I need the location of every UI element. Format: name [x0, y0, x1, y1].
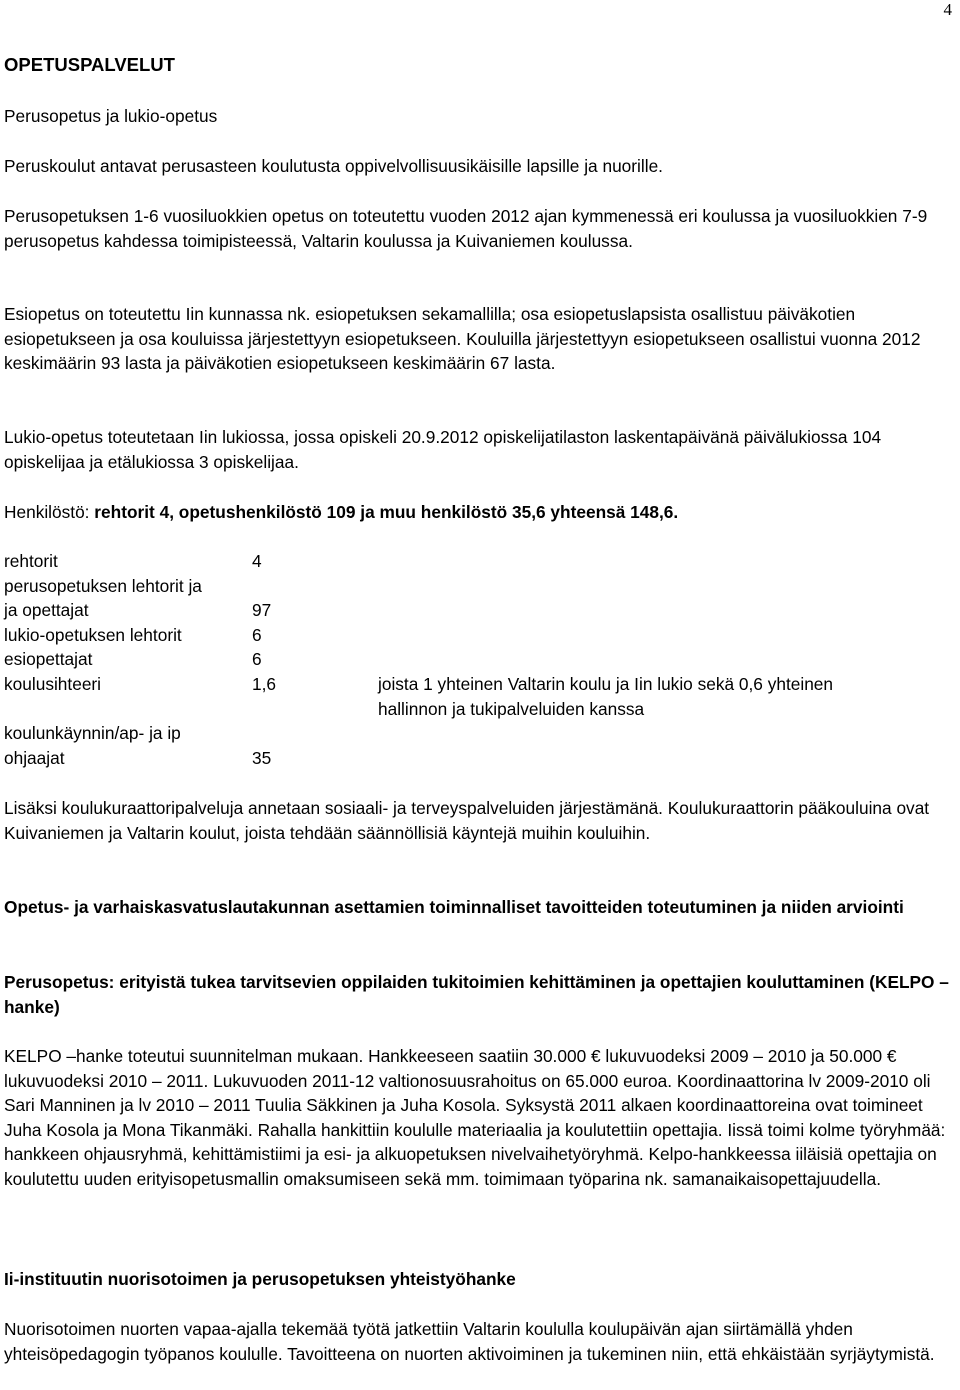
staff-value: 97 [252, 600, 272, 621]
staff-row [4, 647, 878, 672]
staff-row [4, 598, 878, 623]
section-title-ii-instituutti: Ii-instituutin nuorisotoimen ja perusopetuksen yhteistyöhanke [4, 1269, 516, 1289]
staff-label: esiopettajat [4, 649, 93, 670]
staff-note [378, 549, 878, 574]
staff-label: koulunkäynnin/ap- ja ip [4, 723, 181, 744]
staff-note: joista 1 yhteinen Valtarin koulu ja Iin lukio sekä 0,6 yhteinen hallinnon ja tukipalveluiden kanssa [378, 673, 834, 719]
staff-value: 1,6 [252, 673, 277, 694]
staff-value [252, 721, 378, 746]
staff-intro: Henkilöstö: [4, 502, 95, 522]
staff-value: 35 [252, 747, 272, 768]
staff-value: 4 [252, 551, 262, 571]
staff-label: rehtorit [4, 551, 58, 571]
staff-label: ja opettajat [4, 600, 89, 621]
staff-summary: rehtorit 4, opetushenkilöstö 109 ja muu henkilöstö 35,6 yhteensä 148,6. [94, 502, 679, 522]
staff-summary-line [4, 500, 958, 525]
section-title-kelpo: Perusopetus: erityistä tukea tarvitsevien oppilaiden tukitoimien kehittäminen ja opettajien kouluttaminen (KELPO –hanke) [4, 972, 949, 1017]
subheading: Perusopetus ja lukio-opetus [4, 106, 218, 126]
paragraph-kelpo: KELPO –hanke toteutui suunnitelman mukaan. Hankkeeseen saatiin 30.000 € lukuvuodeksi 2009 – 2010 ja 50.000 € lukuvuodeksi 2010 – 2011. Lukuvuoden 2011-12 valtionosuusrahoitus on 65.000 euroa. Koordinaattorina lv 2009-2010 oli Sari Manninen ja lv 2010 – 2011 Tuulia Säkkinen ja Juha Kosola. Syksystä 2011 alkaen koordinaattoreina ovat toimineet Juha Kosola ja Mona Tikanmäki. Rahalla hankittiin koululle materiaalia ja koulutettiin opettajia. Iissä toimi kolme työryhmää: hankkeen ohjausryhmä, kehittämistiimi ja esi- ja alkuopetuksen nivelvaihetyöryhmä. Kelpo-hankkeessa iiläisiä opettajia on koulutettu uuden erityisopetusmallin omaksumiseen sekä mm. toimimaan työparina nk. samanaikaisopettajuudella. [4, 1046, 946, 1189]
staff-value [252, 574, 378, 599]
staff-row [4, 549, 878, 574]
page-number: 4 [943, 0, 952, 19]
staff-note [378, 598, 878, 623]
staff-label: perusopetuksen lehtorit ja [4, 575, 202, 596]
staff-label: lukio-opetuksen lehtorit [4, 624, 182, 645]
staff-row [4, 672, 878, 721]
staff-row [4, 746, 878, 771]
paragraph-kuraattori: Lisäksi koulukuraattoripalveluja annetaan sosiaali- ja terveyspalveluiden järjestämänä. Koulukuraattorin pääkouluina ovat Kuivaniemen ja Valtarin koulut, joista tehdään säännöllisiä käyntejä muihin kouluihin. [4, 798, 930, 843]
staff-row [4, 721, 878, 746]
staff-note [378, 574, 878, 599]
paragraph-lukio: Lukio-opetus toteutetaan Iin lukiossa, jossa opiskeli 20.9.2012 opiskelijatilaston laskentapäivänä päivälukiossa 104 opiskelijaa ja etälukiossa 3 opiskelijaa. [4, 427, 882, 472]
staff-note [378, 746, 878, 771]
staff-table [4, 549, 878, 770]
staff-value: 6 [252, 649, 262, 670]
staff-note [378, 721, 878, 746]
section-title-tavoitteet: Opetus- ja varhaiskasvatuslautakunnan asettamien toiminnalliset tavoitteiden toteutuminen ja niiden arviointi [4, 897, 904, 917]
paragraph-peruskoulut: Peruskoulut antavat perusasteen koulutusta oppivelvollisuusikäisille lapsille ja nuorille. [4, 156, 663, 176]
staff-row [4, 623, 878, 648]
staff-value: 6 [252, 624, 262, 645]
staff-note [378, 623, 878, 648]
paragraph-nuorisotoimi: Nuorisotoimen nuorten vapaa-ajalla tekemää työtä jatkettiin Valtarin koululla koulupäivän ajan siirtämällä yhden yhteisöpedagogin työpanos koululle. Tavoitteena on nuorten aktivoiminen ja tukeminen niin, että ehkäistään syrjäytymistä. [4, 1319, 935, 1364]
section-heading: OPETUSPALVELUT [4, 54, 175, 75]
paragraph-esiopetus: Esiopetus on toteutettu Iin kunnassa nk. esiopetuksen sekamallilla; osa esiopetuslapsista osallistuu päiväkotien esiopetukseen ja osa kouluissa järjestettyyn esiopetukseen. Kouluilla järjestettyyn esiopetukseen osallistui vuonna 2012 keskimäärin 93 lasta ja päiväkotien esiopetukseen keskimäärin 67 lasta. [4, 304, 921, 374]
staff-label: koulusihteeri [4, 673, 102, 694]
staff-row [4, 574, 878, 599]
staff-note [378, 647, 878, 672]
staff-label: ohjaajat [4, 747, 65, 768]
paragraph-perusopetus: Perusopetuksen 1-6 vuosiluokkien opetus on toteutettu vuoden 2012 ajan kymmenessä eri koulussa ja vuosiluokkien 7-9 perusopetus kahdessa toimipisteessä, Valtarin koulussa ja Kuivaniemen koulussa. [4, 206, 928, 251]
